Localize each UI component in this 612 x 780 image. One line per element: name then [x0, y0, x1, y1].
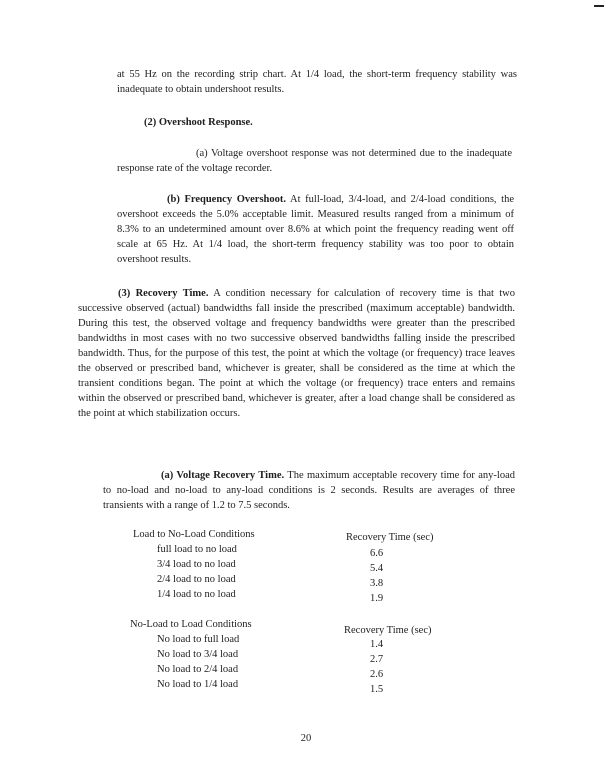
paragraph-recovery-time	[78, 286, 515, 421]
table-row-label: No load to 1/4 load	[157, 679, 239, 690]
table-row-label: 3/4 load to no load	[157, 559, 236, 570]
frequency-overshoot-heading: (b) Frequency Overshoot.	[167, 194, 286, 205]
table-row-value: 3.8	[370, 578, 384, 589]
table-row-label: No load to 3/4 load	[157, 649, 239, 660]
table-row-value: 1.4	[370, 639, 384, 650]
table-row-value: 5.4	[370, 563, 384, 574]
table-row-label: No load to full load	[157, 634, 240, 645]
table-row-value: 2.7	[370, 654, 384, 665]
recovery-time-text: A condition necessary for calculation of recovery time is that two successive observed (actual) bandwidths fall inside the prescribed (maximum acceptable) bandwidth. During this test, the observed voltage and frequency bandwidths were greater than the prescribed bandwidths in most cases with no two successive observed bandwidths falling inside the prescribed bandwidth. Thus, for the purpose of this test, the point at which the voltage (or frequency) trace leaves the observed or prescribed band, whichever is greater, shall be considered as the time at which the transient conditions began. The point at which the voltage (or frequency) trace enters and remains within the observed or prescribed band, whichever is greater, after a load change shall be considered as the point at which stabilization occurs.	[78, 288, 515, 419]
table-row-label: 2/4 load to no load	[157, 574, 236, 585]
paragraph-frequency-overshoot	[117, 192, 514, 267]
recovery-time-heading: (3) Recovery Time.	[118, 288, 209, 299]
frequency-overshoot-text: At full-load, 3/4-load, and 2/4-load conditions, the overshoot exceeds the 5.0% acceptable limit. Measured results ranged from a minimum of 8.3% to an undetermined amount over 8.6% at which point the frequency reading went off scale at 65 Hz. At 1/4 load, the short-term frequency stability was too poor to obtain overshoot results.	[117, 194, 514, 265]
section-heading-overshoot: (2) Overshoot Response.	[144, 117, 253, 128]
table-header-right: Recovery Time (sec)	[344, 625, 432, 636]
voltage-recovery-time-text: The maximum acceptable recovery time for any-load to no-load and no-load to any-load conditions is 2 seconds. Results are averages of three transients with a range of 1.2 to 7.5 seconds.	[103, 470, 516, 511]
paragraph-voltage-overshoot: (a) Voltage overshoot response was not determined due to the inadequate response rate of the voltage recorder.	[117, 148, 512, 174]
paragraph-voltage-recovery-time	[103, 468, 515, 513]
table-row-value: 1.5	[370, 684, 384, 695]
table-row-label: 1/4 load to no load	[157, 589, 236, 600]
table-header-right: Recovery Time (sec)	[346, 532, 434, 543]
table-header-left: No-Load to Load Conditions	[130, 619, 252, 630]
page-number: 20	[300, 733, 312, 744]
table-row-value: 2.6	[370, 669, 384, 680]
table-row-value: 1.9	[370, 593, 384, 604]
scan-mark	[594, 5, 604, 7]
table-header-left: Load to No-Load Conditions	[133, 529, 255, 540]
continued-paragraph: at 55 Hz on the recording strip chart. At 1/4 load, the short-term frequency stability was inadequate to obtain undershoot results.	[117, 69, 517, 95]
table-row-label: No load to 2/4 load	[157, 664, 239, 675]
table-row-value: 6.6	[370, 548, 384, 559]
table-row-label: full load to no load	[157, 544, 237, 555]
voltage-recovery-time-heading: (a) Voltage Recovery Time.	[161, 470, 285, 481]
